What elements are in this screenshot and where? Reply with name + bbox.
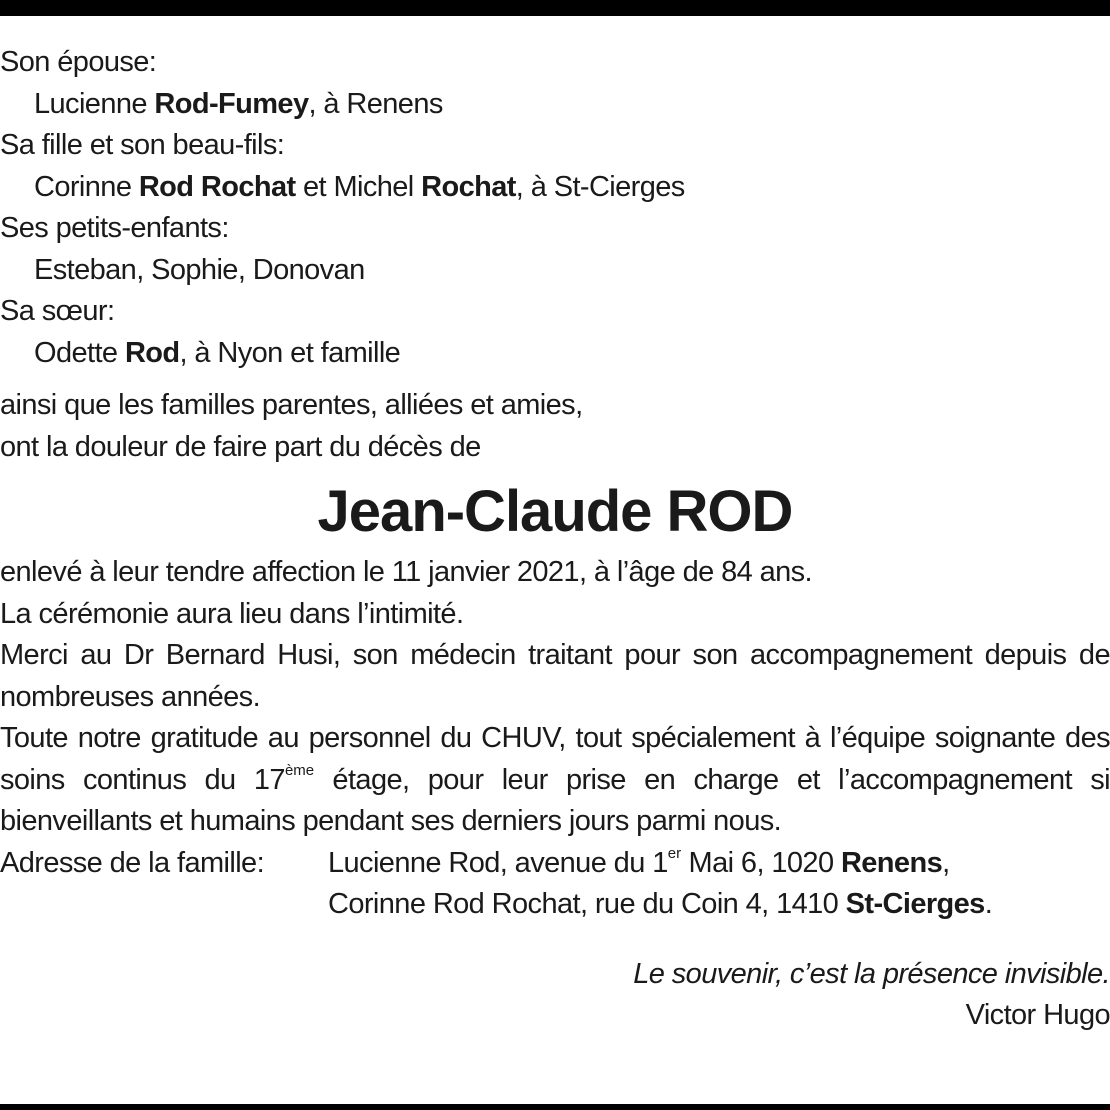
daughter-and-husband: et Michel bbox=[295, 170, 422, 203]
bottom-border-rule bbox=[0, 1104, 1110, 1110]
daughter-place: , à St-Cierges bbox=[515, 170, 685, 203]
spouse-place: , à Renens bbox=[308, 87, 443, 120]
ceremony-line: La cérémonie aura lieu dans l’intimité. bbox=[0, 597, 464, 630]
sister-first-name: Odette bbox=[34, 336, 118, 369]
obituary-notice bbox=[0, 42, 1110, 1037]
address-line-1 bbox=[0, 843, 1110, 885]
sister-last-name: Rod bbox=[124, 336, 180, 369]
closing-quote: Le souvenir, c’est la présence invisible. bbox=[633, 957, 1110, 990]
spouse-last-name: Rod-Fumey bbox=[154, 87, 309, 120]
grandchildren-label: Ses petits-enfants: bbox=[0, 212, 229, 244]
spacer bbox=[0, 374, 1110, 385]
address-1-end: , bbox=[942, 846, 950, 879]
quote-author: Victor Hugo bbox=[965, 999, 1110, 1031]
address-2-city: St-Cierges bbox=[845, 888, 985, 920]
top-border-rule bbox=[0, 0, 1110, 16]
intro-line-1: ainsi que les familles parentes, alliées et amies, bbox=[0, 389, 583, 421]
gratitude-paragraph bbox=[0, 718, 1110, 843]
daughter-label: Sa fille et son beau-fils: bbox=[0, 129, 285, 161]
address-1-start: Lucienne Rod, avenue du 1 bbox=[328, 846, 668, 879]
address-2-end: . bbox=[984, 888, 993, 920]
daughter-last-name: Rod Rochat bbox=[138, 170, 296, 203]
daughter-line bbox=[0, 167, 1110, 209]
gratitude-text-start: Toute notre gratitude au personnel du CHUV, tout spécialement à l’équipe soignante des soins continus du 17 bbox=[0, 722, 1110, 796]
sister-line bbox=[0, 333, 1110, 375]
spouse-label: Son épouse: bbox=[0, 46, 157, 78]
sister-place: , à Nyon et famille bbox=[179, 336, 401, 369]
daughter-first-name: Corinne bbox=[34, 170, 132, 203]
address-1-city: Renens bbox=[840, 846, 943, 879]
closing-quote-block bbox=[0, 954, 1110, 1037]
address-line-2 bbox=[0, 884, 1110, 926]
son-in-law-last-name: Rochat bbox=[421, 170, 516, 203]
spouse-line bbox=[0, 84, 1110, 126]
address-1-middle: Mai 6, 1020 bbox=[681, 846, 841, 879]
intro-line-2: ont la douleur de faire part du décès de bbox=[0, 430, 481, 463]
death-date-line: enlevé à leur tendre affection le 11 janvier 2021, à l’âge de 84 ans. bbox=[0, 556, 813, 588]
address-label: Adresse de la famille: bbox=[0, 846, 265, 879]
spouse-first-name: Lucienne bbox=[34, 87, 147, 120]
deceased-name: Jean-Claude ROD bbox=[317, 479, 793, 544]
thanks-doctor-paragraph: Merci au Dr Bernard Husi, son médecin traitant pour son accompagnement depuis de nombreuses années. bbox=[0, 639, 1110, 713]
gratitude-text-end: étage, pour leur prise en charge et l’accompagnement si bienveillants et humains pendant ses derniers jours parmi nous. bbox=[0, 763, 1110, 837]
grandchildren-names: Esteban, Sophie, Donovan bbox=[34, 253, 365, 286]
address-2-start: Corinne Rod Rochat, rue du Coin 4, 1410 bbox=[328, 888, 846, 920]
floor-ordinal-suffix: ème bbox=[284, 761, 315, 779]
may-ordinal-suffix: er bbox=[667, 844, 682, 862]
sister-label: Sa sœur: bbox=[0, 295, 115, 327]
